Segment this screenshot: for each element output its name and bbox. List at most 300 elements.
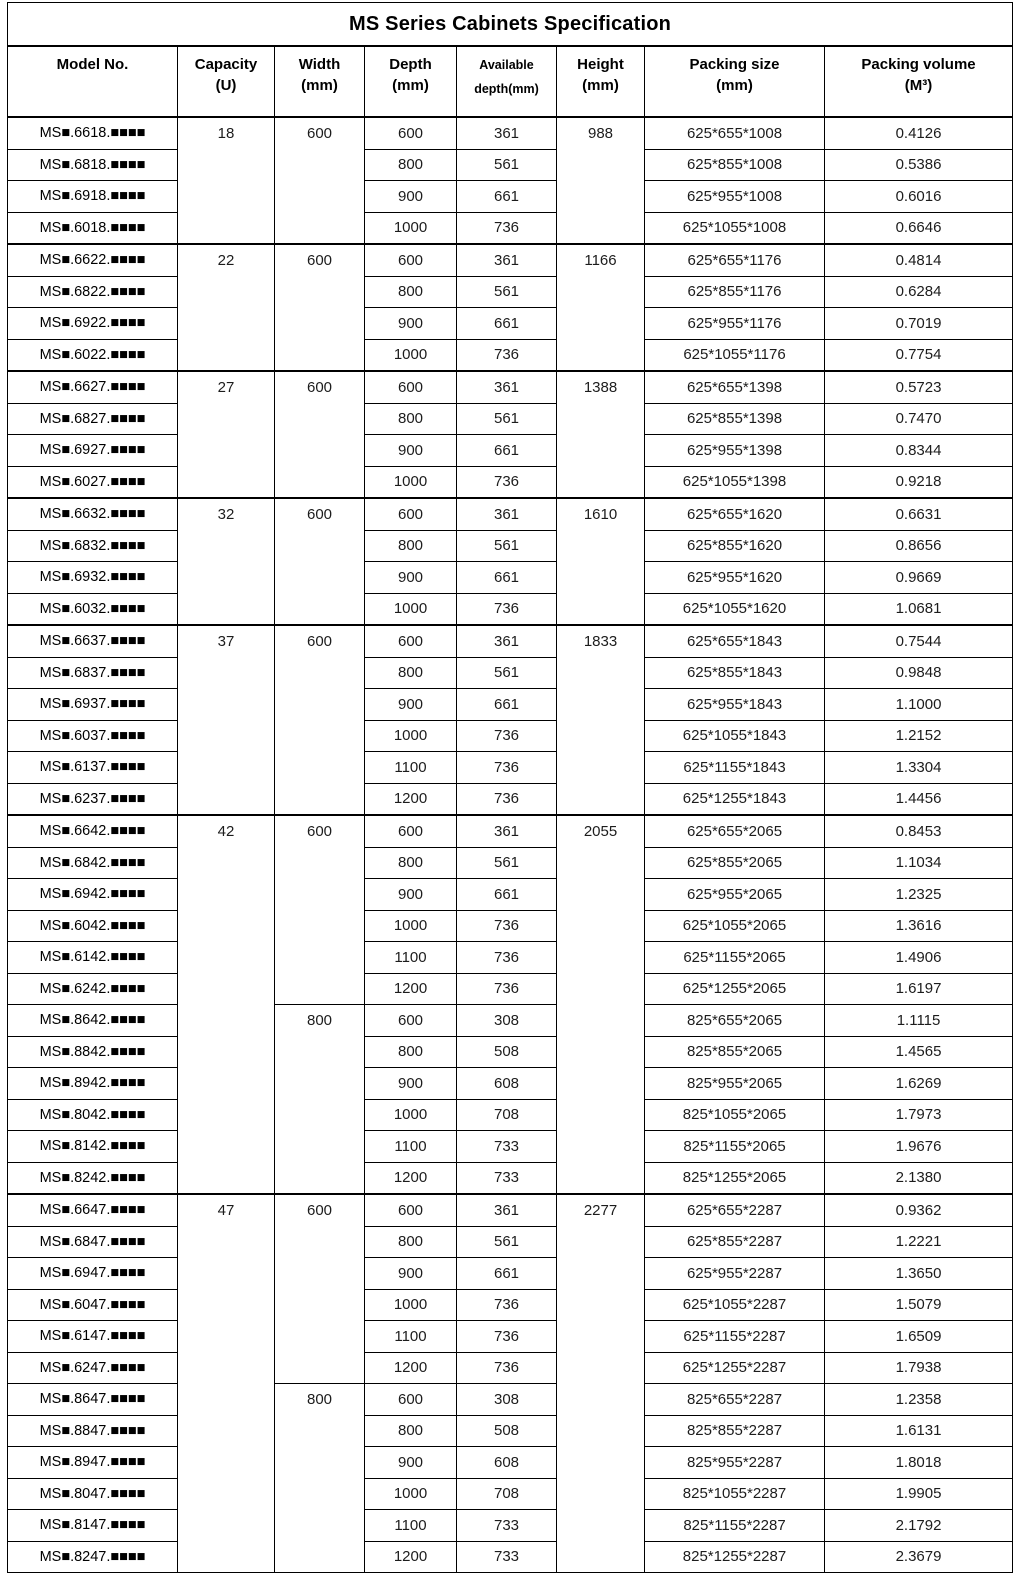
packing-size-cell: 825*1255*2287 — [645, 1541, 825, 1573]
available-depth-cell: 736 — [457, 783, 557, 815]
width-cell: 800 — [275, 1384, 365, 1573]
table-row — [8, 973, 1013, 1005]
model-cell: MS■.8947.■■■■ — [8, 1447, 178, 1479]
depth-cell: 1000 — [365, 720, 457, 752]
packing-size-cell: 625*655*2065 — [645, 815, 825, 847]
depth-cell: 1200 — [365, 1352, 457, 1384]
col-header-depth-label: Depth — [389, 56, 432, 73]
depth-cell: 900 — [365, 308, 457, 340]
available-depth-cell: 736 — [457, 593, 557, 625]
model-cell: MS■.8047.■■■■ — [8, 1478, 178, 1510]
col-header-model-no — [8, 46, 178, 117]
col-header-packing-volume-unit: (M³) — [904, 77, 933, 94]
table-row — [8, 371, 1013, 403]
packing-volume-cell: 0.5723 — [825, 371, 1013, 403]
table-row — [8, 1289, 1013, 1321]
model-cell: MS■.6822.■■■■ — [8, 276, 178, 308]
packing-volume-cell: 2.1792 — [825, 1510, 1013, 1542]
model-cell: MS■.6147.■■■■ — [8, 1321, 178, 1353]
depth-cell: 1200 — [365, 783, 457, 815]
packing-size-cell: 625*1255*1843 — [645, 783, 825, 815]
depth-cell: 900 — [365, 435, 457, 467]
height-cell: 2277 — [557, 1194, 645, 1573]
table-row — [8, 1510, 1013, 1542]
packing-size-cell: 625*955*1398 — [645, 435, 825, 467]
packing-size-cell: 625*855*2287 — [645, 1226, 825, 1258]
packing-volume-cell: 1.1000 — [825, 689, 1013, 721]
packing-size-cell: 625*1255*2287 — [645, 1352, 825, 1384]
table-row — [8, 149, 1013, 181]
table-row — [8, 879, 1013, 911]
packing-size-cell: 625*1155*2065 — [645, 942, 825, 974]
model-cell: MS■.8247.■■■■ — [8, 1541, 178, 1573]
available-depth-cell: 733 — [457, 1162, 557, 1194]
col-header-packing-volume — [825, 46, 1013, 117]
col-header-depth-unit: (mm) — [392, 77, 429, 94]
packing-volume-cell: 0.9218 — [825, 466, 1013, 498]
col-header-width-unit: (mm) — [301, 77, 338, 94]
available-depth-cell: 708 — [457, 1099, 557, 1131]
table-row — [8, 720, 1013, 752]
available-depth-cell: 661 — [457, 1258, 557, 1290]
table-row — [8, 276, 1013, 308]
packing-size-cell: 625*955*1843 — [645, 689, 825, 721]
available-depth-cell: 736 — [457, 1321, 557, 1353]
col-header-available-depth-label: Available — [479, 58, 534, 72]
width-cell: 800 — [275, 1005, 365, 1195]
model-cell: MS■.6837.■■■■ — [8, 657, 178, 689]
available-depth-cell: 736 — [457, 942, 557, 974]
capacity-cell: 37 — [178, 625, 275, 815]
depth-cell: 600 — [365, 498, 457, 530]
packing-volume-cell: 0.8453 — [825, 815, 1013, 847]
col-header-capacity — [178, 46, 275, 117]
packing-size-cell: 625*655*1398 — [645, 371, 825, 403]
model-cell: MS■.6647.■■■■ — [8, 1194, 178, 1226]
model-cell: MS■.6047.■■■■ — [8, 1289, 178, 1321]
depth-cell: 600 — [365, 1005, 457, 1037]
depth-cell: 1100 — [365, 1321, 457, 1353]
table-row — [8, 244, 1013, 276]
available-depth-cell: 708 — [457, 1478, 557, 1510]
packing-size-cell: 625*855*1008 — [645, 149, 825, 181]
packing-volume-cell: 1.0681 — [825, 593, 1013, 625]
packing-size-cell: 625*1055*1176 — [645, 339, 825, 371]
depth-cell: 1000 — [365, 1289, 457, 1321]
packing-size-cell: 625*1155*1843 — [645, 752, 825, 784]
available-depth-cell: 361 — [457, 498, 557, 530]
depth-cell: 1000 — [365, 212, 457, 244]
table-row — [8, 212, 1013, 244]
depth-cell: 800 — [365, 149, 457, 181]
width-cell: 600 — [275, 244, 365, 371]
model-cell: MS■.6137.■■■■ — [8, 752, 178, 784]
col-header-packing-size-label: Packing size — [689, 56, 780, 73]
model-cell: MS■.6142.■■■■ — [8, 942, 178, 974]
packing-size-cell: 625*655*1620 — [645, 498, 825, 530]
packing-volume-cell: 1.7973 — [825, 1099, 1013, 1131]
depth-cell: 1000 — [365, 1478, 457, 1510]
capacity-cell: 22 — [178, 244, 275, 371]
capacity-cell: 32 — [178, 498, 275, 625]
depth-cell: 1100 — [365, 752, 457, 784]
column-header-row — [8, 46, 1013, 117]
model-cell: MS■.6918.■■■■ — [8, 181, 178, 213]
available-depth-cell: 736 — [457, 1352, 557, 1384]
packing-size-cell: 825*955*2065 — [645, 1068, 825, 1100]
available-depth-cell: 561 — [457, 1226, 557, 1258]
capacity-cell: 47 — [178, 1194, 275, 1573]
table-row — [8, 689, 1013, 721]
table-row — [8, 117, 1013, 149]
packing-volume-cell: 1.6197 — [825, 973, 1013, 1005]
packing-volume-cell: 0.4814 — [825, 244, 1013, 276]
model-cell: MS■.8942.■■■■ — [8, 1068, 178, 1100]
table-row — [8, 593, 1013, 625]
packing-size-cell: 625*655*1008 — [645, 117, 825, 149]
available-depth-cell: 661 — [457, 435, 557, 467]
depth-cell: 1200 — [365, 1162, 457, 1194]
col-header-packing-volume-label: Packing volume — [861, 56, 976, 73]
capacity-cell: 27 — [178, 371, 275, 498]
table-row — [8, 435, 1013, 467]
depth-cell: 800 — [365, 403, 457, 435]
table-row — [8, 910, 1013, 942]
depth-cell: 900 — [365, 181, 457, 213]
packing-volume-cell: 1.3650 — [825, 1258, 1013, 1290]
width-cell: 600 — [275, 1194, 365, 1384]
depth-cell: 600 — [365, 1194, 457, 1226]
col-header-width-label: Width — [298, 56, 341, 73]
depth-cell: 800 — [365, 1226, 457, 1258]
model-cell: MS■.6922.■■■■ — [8, 308, 178, 340]
model-cell: MS■.8642.■■■■ — [8, 1005, 178, 1037]
packing-volume-cell: 0.6016 — [825, 181, 1013, 213]
available-depth-cell: 661 — [457, 879, 557, 911]
table-row — [8, 562, 1013, 594]
model-cell: MS■.6032.■■■■ — [8, 593, 178, 625]
depth-cell: 1200 — [365, 973, 457, 1005]
depth-cell: 600 — [365, 117, 457, 149]
packing-size-cell: 825*955*2287 — [645, 1447, 825, 1479]
width-cell: 600 — [275, 625, 365, 815]
packing-size-cell: 625*1055*2287 — [645, 1289, 825, 1321]
packing-size-cell: 625*855*1398 — [645, 403, 825, 435]
packing-size-cell: 825*855*2065 — [645, 1036, 825, 1068]
packing-volume-cell: 0.7019 — [825, 308, 1013, 340]
model-cell: MS■.6022.■■■■ — [8, 339, 178, 371]
depth-cell: 800 — [365, 530, 457, 562]
table-row — [8, 1068, 1013, 1100]
model-cell: MS■.6942.■■■■ — [8, 879, 178, 911]
table-row — [8, 1415, 1013, 1447]
packing-size-cell: 625*955*1176 — [645, 308, 825, 340]
packing-volume-cell: 1.2358 — [825, 1384, 1013, 1416]
available-depth-cell: 736 — [457, 339, 557, 371]
col-header-width — [275, 46, 365, 117]
col-header-depth — [365, 46, 457, 117]
available-depth-cell: 361 — [457, 815, 557, 847]
model-cell: MS■.6827.■■■■ — [8, 403, 178, 435]
table-row — [8, 1384, 1013, 1416]
depth-cell: 600 — [365, 625, 457, 657]
packing-volume-cell: 1.6131 — [825, 1415, 1013, 1447]
depth-cell: 600 — [365, 371, 457, 403]
packing-volume-cell: 1.6269 — [825, 1068, 1013, 1100]
model-cell: MS■.8142.■■■■ — [8, 1131, 178, 1163]
depth-cell: 1100 — [365, 1131, 457, 1163]
available-depth-cell: 561 — [457, 403, 557, 435]
col-header-packing-size-unit: (mm) — [716, 77, 753, 94]
height-cell: 2055 — [557, 815, 645, 1194]
packing-volume-cell: 0.8656 — [825, 530, 1013, 562]
packing-volume-cell: 0.6284 — [825, 276, 1013, 308]
depth-cell: 600 — [365, 244, 457, 276]
table-row — [8, 1226, 1013, 1258]
depth-cell: 600 — [365, 1384, 457, 1416]
col-header-height — [557, 46, 645, 117]
depth-cell: 1000 — [365, 910, 457, 942]
available-depth-cell: 661 — [457, 562, 557, 594]
available-depth-cell: 661 — [457, 689, 557, 721]
depth-cell: 800 — [365, 1415, 457, 1447]
available-depth-cell: 661 — [457, 181, 557, 213]
packing-volume-cell: 1.6509 — [825, 1321, 1013, 1353]
model-cell: MS■.6237.■■■■ — [8, 783, 178, 815]
height-cell: 1833 — [557, 625, 645, 815]
available-depth-cell: 736 — [457, 466, 557, 498]
packing-volume-cell: 0.9848 — [825, 657, 1013, 689]
height-cell: 1166 — [557, 244, 645, 371]
packing-size-cell: 625*1155*2287 — [645, 1321, 825, 1353]
depth-cell: 800 — [365, 1036, 457, 1068]
packing-volume-cell: 0.7544 — [825, 625, 1013, 657]
depth-cell: 1000 — [365, 339, 457, 371]
model-cell: MS■.6832.■■■■ — [8, 530, 178, 562]
available-depth-cell: 561 — [457, 276, 557, 308]
table-row — [8, 403, 1013, 435]
depth-cell: 900 — [365, 1258, 457, 1290]
model-cell: MS■.6042.■■■■ — [8, 910, 178, 942]
packing-volume-cell: 1.4565 — [825, 1036, 1013, 1068]
available-depth-cell: 561 — [457, 847, 557, 879]
table-row — [8, 657, 1013, 689]
table-row — [8, 625, 1013, 657]
available-depth-cell: 508 — [457, 1036, 557, 1068]
table-row — [8, 466, 1013, 498]
packing-volume-cell: 1.4456 — [825, 783, 1013, 815]
packing-size-cell: 625*1055*1620 — [645, 593, 825, 625]
table-row — [8, 1131, 1013, 1163]
available-depth-cell: 736 — [457, 1289, 557, 1321]
packing-size-cell: 625*1055*1008 — [645, 212, 825, 244]
model-cell: MS■.6618.■■■■ — [8, 117, 178, 149]
packing-size-cell: 625*955*2065 — [645, 879, 825, 911]
depth-cell: 1000 — [365, 466, 457, 498]
spec-table — [7, 2, 1013, 1573]
packing-size-cell: 825*655*2287 — [645, 1384, 825, 1416]
model-cell: MS■.6027.■■■■ — [8, 466, 178, 498]
model-cell: MS■.6037.■■■■ — [8, 720, 178, 752]
depth-cell: 900 — [365, 879, 457, 911]
table-row — [8, 1321, 1013, 1353]
table-row — [8, 1541, 1013, 1573]
model-cell: MS■.8147.■■■■ — [8, 1510, 178, 1542]
model-cell: MS■.8647.■■■■ — [8, 1384, 178, 1416]
packing-size-cell: 825*1255*2065 — [645, 1162, 825, 1194]
available-depth-cell: 733 — [457, 1131, 557, 1163]
table-row — [8, 815, 1013, 847]
packing-volume-cell: 0.9669 — [825, 562, 1013, 594]
depth-cell: 800 — [365, 276, 457, 308]
table-row — [8, 1352, 1013, 1384]
spec-table-body — [8, 117, 1013, 1573]
model-cell: MS■.6927.■■■■ — [8, 435, 178, 467]
packing-volume-cell: 1.4906 — [825, 942, 1013, 974]
depth-cell: 800 — [365, 657, 457, 689]
packing-size-cell: 825*1055*2065 — [645, 1099, 825, 1131]
model-cell: MS■.6937.■■■■ — [8, 689, 178, 721]
depth-cell: 1100 — [365, 1510, 457, 1542]
col-header-available-depth-unit: depth(mm) — [474, 82, 539, 96]
width-cell: 600 — [275, 498, 365, 625]
table-row — [8, 1478, 1013, 1510]
model-cell: MS■.6632.■■■■ — [8, 498, 178, 530]
available-depth-cell: 733 — [457, 1541, 557, 1573]
available-depth-cell: 361 — [457, 1194, 557, 1226]
packing-size-cell: 825*855*2287 — [645, 1415, 825, 1447]
model-cell: MS■.8242.■■■■ — [8, 1162, 178, 1194]
depth-cell: 600 — [365, 815, 457, 847]
available-depth-cell: 736 — [457, 720, 557, 752]
table-row — [8, 1036, 1013, 1068]
packing-volume-cell: 1.2325 — [825, 879, 1013, 911]
table-row — [8, 847, 1013, 879]
available-depth-cell: 736 — [457, 910, 557, 942]
packing-volume-cell: 1.3304 — [825, 752, 1013, 784]
table-row — [8, 1162, 1013, 1194]
model-cell: MS■.6818.■■■■ — [8, 149, 178, 181]
packing-size-cell: 625*655*1843 — [645, 625, 825, 657]
model-cell: MS■.6842.■■■■ — [8, 847, 178, 879]
available-depth-cell: 561 — [457, 149, 557, 181]
packing-volume-cell: 0.7754 — [825, 339, 1013, 371]
model-cell: MS■.8842.■■■■ — [8, 1036, 178, 1068]
packing-volume-cell: 1.1034 — [825, 847, 1013, 879]
available-depth-cell: 608 — [457, 1447, 557, 1479]
available-depth-cell: 561 — [457, 657, 557, 689]
packing-size-cell: 625*855*2065 — [645, 847, 825, 879]
model-cell: MS■.6247.■■■■ — [8, 1352, 178, 1384]
col-header-available-depth — [457, 46, 557, 117]
packing-size-cell: 625*855*1843 — [645, 657, 825, 689]
model-cell: MS■.8042.■■■■ — [8, 1099, 178, 1131]
col-header-capacity-label: Capacity — [194, 56, 258, 73]
packing-size-cell: 625*955*1008 — [645, 181, 825, 213]
packing-size-cell: 625*855*1620 — [645, 530, 825, 562]
packing-volume-cell: 0.4126 — [825, 117, 1013, 149]
depth-cell: 900 — [365, 562, 457, 594]
table-row — [8, 1447, 1013, 1479]
packing-volume-cell: 0.9362 — [825, 1194, 1013, 1226]
capacity-cell: 42 — [178, 815, 275, 1194]
packing-volume-cell: 1.2221 — [825, 1226, 1013, 1258]
available-depth-cell: 736 — [457, 212, 557, 244]
model-cell: MS■.6947.■■■■ — [8, 1258, 178, 1290]
packing-volume-cell: 1.9676 — [825, 1131, 1013, 1163]
packing-size-cell: 825*1155*2065 — [645, 1131, 825, 1163]
packing-size-cell: 825*1155*2287 — [645, 1510, 825, 1542]
page-title: MS Series Cabinets Specification — [8, 3, 1013, 47]
available-depth-cell: 361 — [457, 117, 557, 149]
col-header-model-no-label: Model No. — [56, 56, 129, 73]
packing-size-cell: 625*655*2287 — [645, 1194, 825, 1226]
table-row — [8, 498, 1013, 530]
col-header-height-unit: (mm) — [582, 77, 619, 94]
table-row — [8, 308, 1013, 340]
packing-volume-cell: 0.8344 — [825, 435, 1013, 467]
packing-volume-cell: 0.6631 — [825, 498, 1013, 530]
depth-cell: 1200 — [365, 1541, 457, 1573]
available-depth-cell: 736 — [457, 973, 557, 1005]
model-cell: MS■.8847.■■■■ — [8, 1415, 178, 1447]
width-cell: 600 — [275, 117, 365, 244]
depth-cell: 1000 — [365, 1099, 457, 1131]
model-cell: MS■.6642.■■■■ — [8, 815, 178, 847]
table-row — [8, 942, 1013, 974]
height-cell: 1388 — [557, 371, 645, 498]
depth-cell: 1100 — [365, 942, 457, 974]
available-depth-cell: 608 — [457, 1068, 557, 1100]
available-depth-cell: 661 — [457, 308, 557, 340]
packing-size-cell: 625*1255*2065 — [645, 973, 825, 1005]
model-cell: MS■.6932.■■■■ — [8, 562, 178, 594]
table-row — [8, 1005, 1013, 1037]
model-cell: MS■.6627.■■■■ — [8, 371, 178, 403]
table-row — [8, 783, 1013, 815]
packing-volume-cell: 0.7470 — [825, 403, 1013, 435]
table-row — [8, 339, 1013, 371]
depth-cell: 800 — [365, 847, 457, 879]
packing-size-cell: 625*1055*2065 — [645, 910, 825, 942]
packing-volume-cell: 0.6646 — [825, 212, 1013, 244]
available-depth-cell: 361 — [457, 244, 557, 276]
table-row — [8, 530, 1013, 562]
packing-size-cell: 625*955*1620 — [645, 562, 825, 594]
packing-size-cell: 825*655*2065 — [645, 1005, 825, 1037]
width-cell: 600 — [275, 371, 365, 498]
table-row — [8, 752, 1013, 784]
available-depth-cell: 308 — [457, 1384, 557, 1416]
packing-size-cell: 625*1055*1398 — [645, 466, 825, 498]
available-depth-cell: 508 — [457, 1415, 557, 1447]
model-cell: MS■.6847.■■■■ — [8, 1226, 178, 1258]
depth-cell: 900 — [365, 689, 457, 721]
height-cell: 1610 — [557, 498, 645, 625]
available-depth-cell: 733 — [457, 1510, 557, 1542]
packing-size-cell: 625*655*1176 — [645, 244, 825, 276]
available-depth-cell: 308 — [457, 1005, 557, 1037]
packing-volume-cell: 0.5386 — [825, 149, 1013, 181]
table-row — [8, 1194, 1013, 1226]
packing-volume-cell: 1.7938 — [825, 1352, 1013, 1384]
capacity-cell: 18 — [178, 117, 275, 244]
packing-volume-cell: 2.1380 — [825, 1162, 1013, 1194]
packing-volume-cell: 1.9905 — [825, 1478, 1013, 1510]
model-cell: MS■.6242.■■■■ — [8, 973, 178, 1005]
height-cell: 988 — [557, 117, 645, 244]
model-cell: MS■.6018.■■■■ — [8, 212, 178, 244]
